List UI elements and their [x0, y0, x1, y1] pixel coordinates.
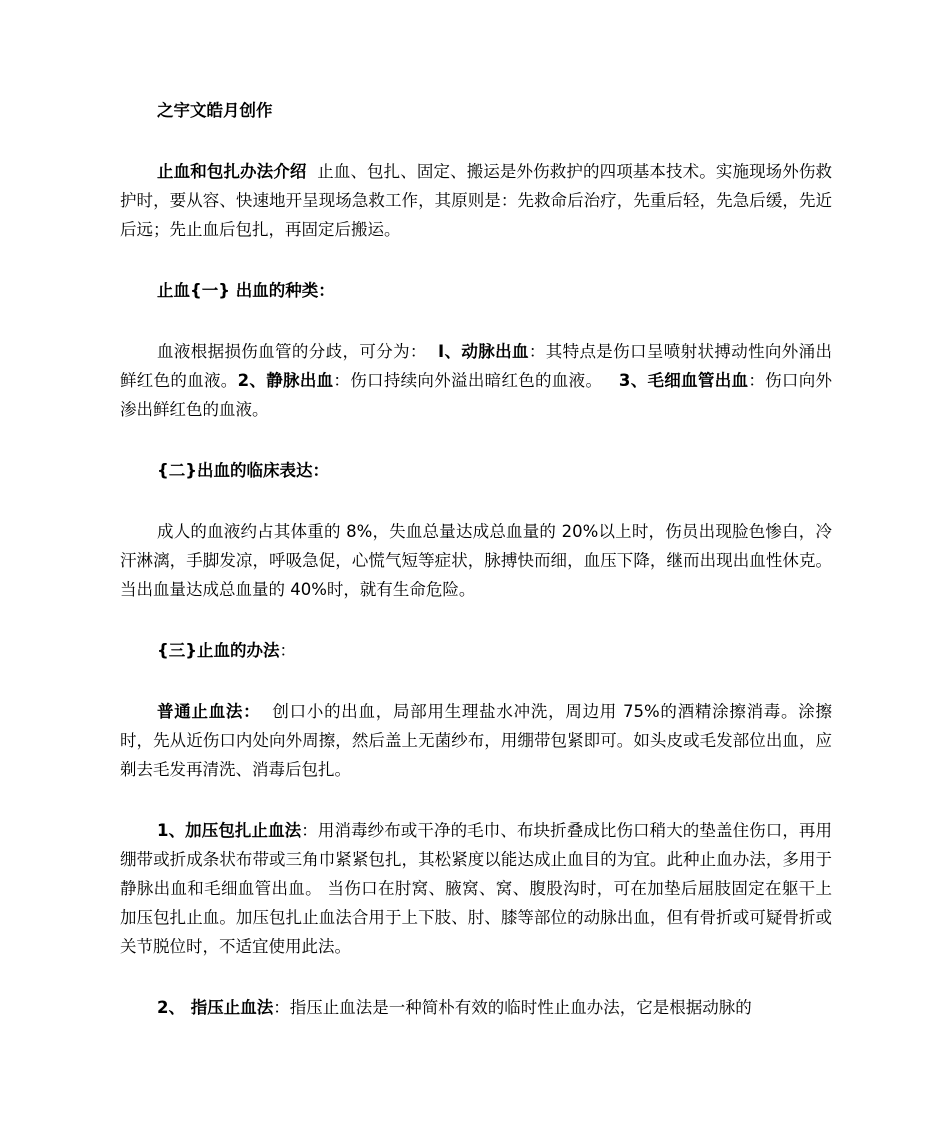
section-3-heading — [120, 636, 832, 665]
finger-pressure-label: 2、 指压止血法 — [157, 998, 274, 1017]
section-3-heading-suffix: ： — [279, 641, 296, 660]
author-line — [120, 96, 832, 125]
general-method-paragraph — [120, 697, 832, 784]
pressure-bandage-label: 1、加压包扎止血法 — [157, 821, 302, 840]
finger-pressure-paragraph — [120, 993, 832, 1022]
author-line-text: 之宇文皓月创作 — [157, 101, 273, 120]
section-1-heading-text: 止血{一} 出血的种类： — [157, 281, 335, 300]
venous-bleeding-text: ：伤口持续向外溢出暗红色的血液。 — [333, 371, 603, 390]
intro-heading: 止血和包扎办法介绍 — [157, 162, 307, 181]
bleeding-types-paragraph — [120, 337, 832, 424]
capillary-bleeding-label: 3、毛细血管出血 — [618, 371, 749, 390]
pressure-bandage-text: ：用消毒纱布或干净的毛巾、布块折叠成比伤口稍大的垫盖住伤口，再用绷带或折成条状布带或三角巾紧紧包扎，其松紧度以能达成止血目的为宜。此种止血办法，多用于静脉出血和毛细血管出血。 当伤口在肘窝、腋窝、窝、腹股沟时，可在加垫后屈肢固定在躯干上加压包扎止血。加压包扎止血法合用于上下肢、肘、膝等部位的动脉出血，但有骨折或可疑骨折或关节脱位时，不适宜使用此法。 — [120, 821, 833, 956]
pressure-bandage-paragraph — [120, 816, 832, 961]
bleeding-types-lead: 血液根据损伤血管的分歧，可分为： — [157, 342, 427, 361]
section-2-heading-text: {二}出血的临床表达： — [157, 461, 329, 480]
general-method-text: 创口小的出血，局部用生理盐水冲洗，周边用 75%的酒精涂擦消毒。涂擦时，先从近伤口内处向外周擦，然后盖上无菌纱布，用绷带包紧即可。如头皮或毛发部位出血，应剃去毛发再清洗、消毒后包扎。 — [120, 702, 833, 779]
clinical-text: 成人的血液约占其体重的 8%，失血总量达成总血量的 20%以上时，伤员出现脸色惨白，冷汗淋漓，手脚发凉，呼吸急促，心慌气短等症状，脉搏快而细，血压下降，继而出现出血性休克。 当出血量达成总血量的 40%时，就有生命危险。 — [120, 522, 832, 599]
finger-pressure-text: ：指压止血法是一种简朴有效的临时性止血办法，它是根据动脉的 — [273, 998, 752, 1017]
section-3-heading-text: {三}止血的办法 — [157, 641, 280, 660]
intro-text: 止血、包扎、固定、搬运是外伤救护的四项基本技术。实施现场外伤救护时，要从容、快速地开呈现场急救工作，其原则是：先救命后治疗，先重后轻，先急后缓，先近后远；先止血后包扎，再固定后搬运。 — [120, 162, 833, 239]
intro-paragraph — [120, 157, 832, 244]
arterial-bleeding-text: ：其特点是伤口呈喷射状搏动性向外涌出鲜红色的血液。 — [120, 342, 833, 390]
venous-bleeding-label: 2、静脉出血 — [237, 371, 334, 390]
document-body — [120, 96, 832, 1022]
arterial-bleeding-label: I、动脉出血 — [438, 342, 529, 361]
capillary-bleeding-text: ：伤口向外渗出鲜红色的血液。 — [120, 371, 833, 419]
section-1-heading — [120, 276, 832, 305]
general-method-label: 普通止血法： — [157, 702, 261, 721]
clinical-paragraph — [120, 517, 832, 604]
section-2-heading — [120, 456, 832, 485]
